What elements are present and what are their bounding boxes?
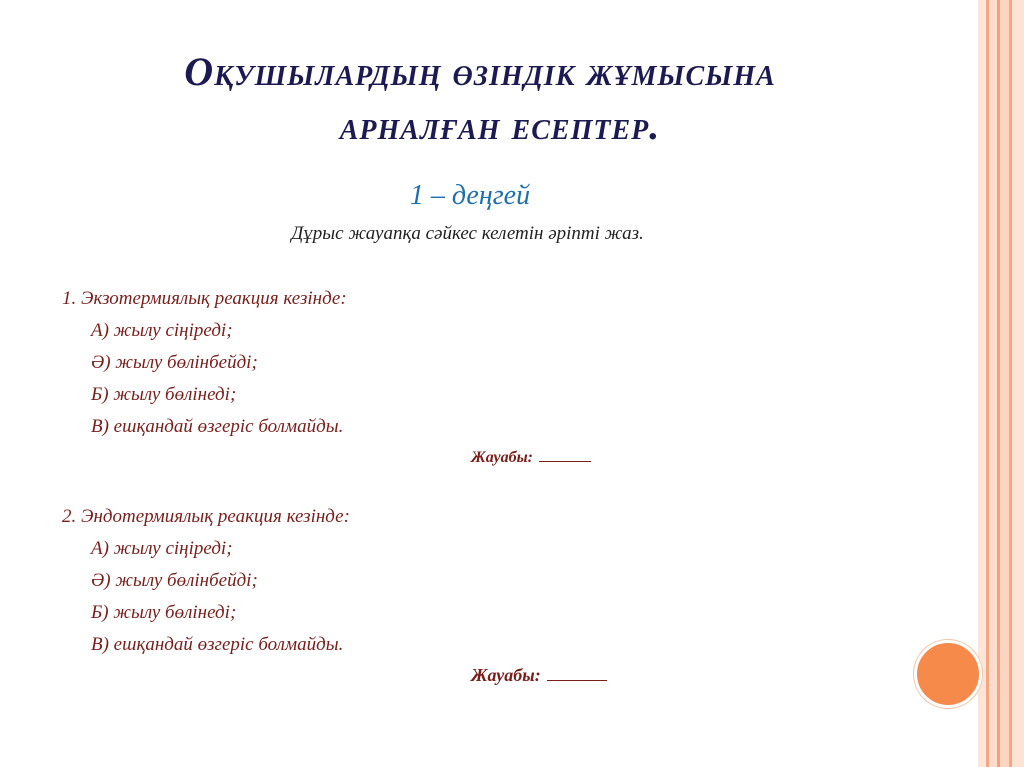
page-title-line-2: арналған есептер.: [339, 103, 661, 148]
question-1-option-v: В) ешқандай өзгеріс болмайды.: [91, 416, 344, 437]
instruction-text: Дұрыс жауапқа сәйкес келетін әріпті жаз.: [291, 223, 644, 244]
question-2: 2. Эндотермиялық реакция кезінде:: [62, 506, 350, 527]
question-1-answer: [471, 447, 591, 467]
level-heading: 1 – деңгей: [409, 180, 531, 211]
question-2-answer: [471, 665, 607, 686]
question-2-option-b: Б) жылу бөлінеді;: [91, 602, 237, 623]
question-1-option-a: А) жылу сіңіреді;: [91, 320, 233, 341]
answer-blank[interactable]: [547, 666, 607, 681]
question-2-option-v: В) ешқандай өзгеріс болмайды.: [91, 634, 344, 655]
decorative-circle: [914, 640, 982, 708]
answer-blank[interactable]: [539, 447, 591, 462]
question-1-option-ae: Ә) жылу бөлінбейді;: [91, 352, 258, 373]
decorative-stripes: [978, 0, 1024, 767]
question-2-option-ae: Ә) жылу бөлінбейді;: [91, 570, 258, 591]
question-1-option-b: Б) жылу бөлінеді;: [91, 384, 237, 405]
page-title-line-1: Оқушылардың өзіндік жұмысына: [184, 49, 776, 94]
question-2-option-a: А) жылу сіңіреді;: [91, 538, 233, 559]
answer-label: Жауабы:: [471, 665, 541, 685]
answer-label: Жауабы:: [471, 449, 533, 466]
question-1: 1. Экзотермиялық реакция кезінде:: [62, 288, 347, 309]
